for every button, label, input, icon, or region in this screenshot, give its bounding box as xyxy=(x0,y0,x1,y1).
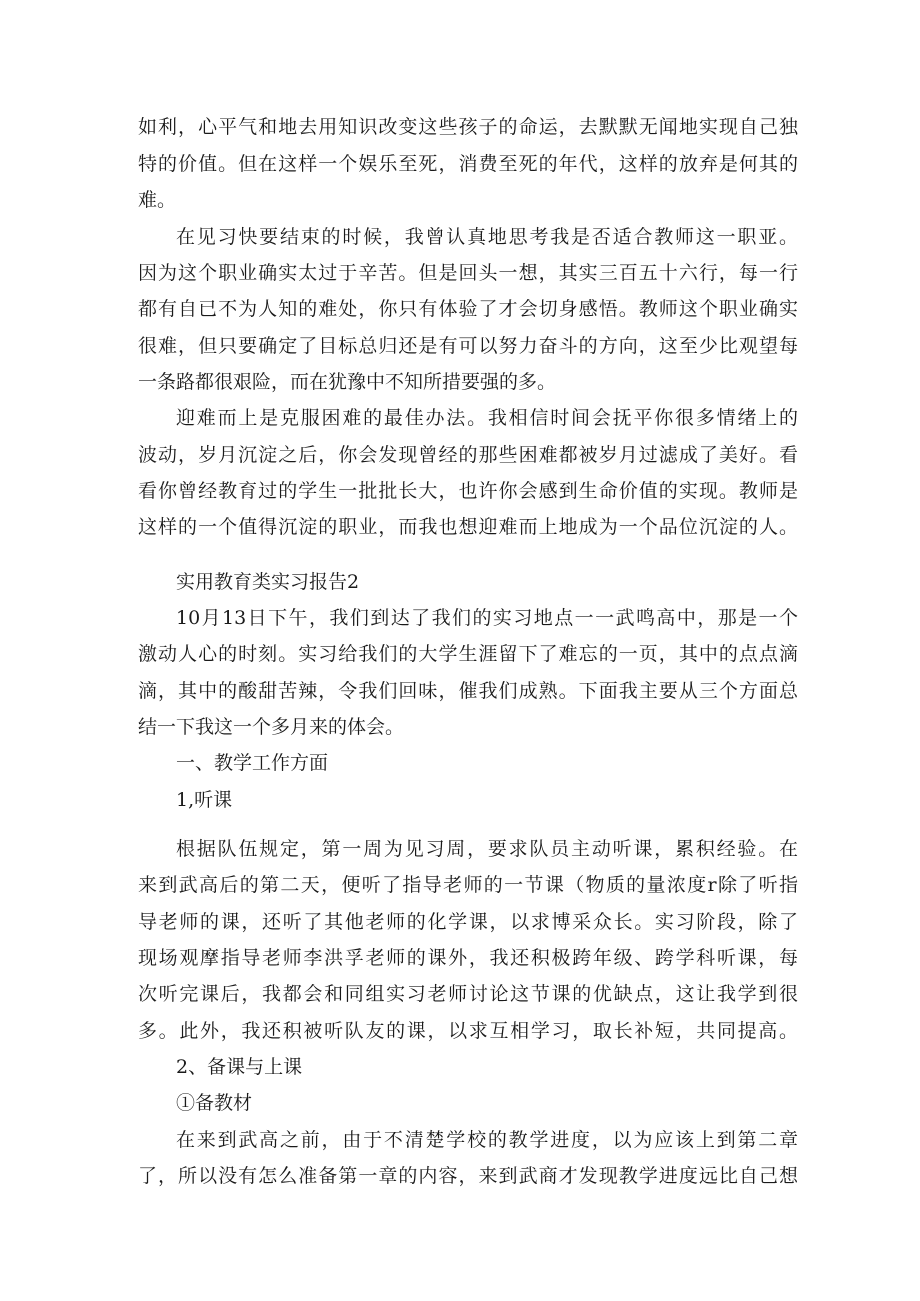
text-line: 看你曾经教育过的学生一批批长大，也许你会感到生命价值的实现。教师是 xyxy=(138,480,798,502)
subsection-title: 一、教学工作方面 xyxy=(176,752,329,774)
text-line: 波动，岁月沉淀之后，你会发现曾经的那些困难都被岁月过滤成了美好。看 xyxy=(138,444,798,466)
section-title: 实用教育类实习报告2 xyxy=(176,571,360,593)
text-line: 都有自已不为人知的难处，你只有体验了才会切身感悟。教师这个职业确实 xyxy=(138,298,798,320)
text-line: 在来到武高之前，由于不清楚学校的教学进度，以为应该上到第二章 xyxy=(176,1129,798,1151)
text-line: 特的价值。但在这样一个娱乐至死，消费至死的年代，这样的放弃是何其的 xyxy=(138,153,798,175)
text-line: 滴，其中的酸甜苦辣，令我们回味，催我们成熟。下面我主要从三个方面总 xyxy=(138,680,798,702)
text-line: 激动人心的时刻。实习给我们的大学生涯留下了难忘的一页，其中的点点滴 xyxy=(138,643,798,665)
text-line: 一条路都很艰险，而在犹豫中不知所措要强的多。 xyxy=(138,371,557,393)
subsection-title: ①备教材 xyxy=(176,1092,253,1114)
text-line: 在见习快要结束的时候，我曾认真地思考我是否适合教师这一职亚。 xyxy=(176,226,798,248)
text-line: 10月13日下午，我们到达了我们的实习地点一一武鸣高中，那是一个 xyxy=(176,607,798,629)
text-line: 现场观摩指导老师李洪孚老师的课外，我还积极跨年级、跨学科听课，每 xyxy=(138,947,798,969)
text-line: 多。此外，我还积被听队友的课，以求互相学习，取长补短，共同提高。 xyxy=(138,1020,798,1042)
text-line: 因为这个职业确实太过于辛苦。但是回头一想，其实三百五十六行，每一行 xyxy=(138,262,798,284)
text-line: 来到武高后的第二天，便听了指导老师的一节课（物质的量浓度r除了听指 xyxy=(138,874,798,896)
text-line: 导老师的课，还听了其他老师的化学课，以求博采众长。实习阶段，除了 xyxy=(138,911,798,933)
subsection-title: 2、备课与上课 xyxy=(176,1056,303,1078)
text-line: 次听完课后，我都会和同组实习老师讨论这节课的优缺点，这让我学到很 xyxy=(138,983,798,1005)
subsection-title: 1,听课 xyxy=(176,789,233,811)
text-line: 迎难而上是克服困难的最佳办法。我相信时间会抚平你很多情绪上的 xyxy=(176,407,798,429)
text-line: 很难，但只要确定了目标总归还是有可以努力奋斗的方向，这至少比观望每 xyxy=(138,335,798,357)
text-line: 根据队伍规定，第一周为见习周，要求队员主动听课，累积经验。在 xyxy=(176,838,798,860)
text-line: 难。 xyxy=(138,189,177,211)
text-line: 如利，心平气和地去用知识改变这些孩子的命运，去默默无闻地实现自己独 xyxy=(138,116,798,138)
text-line: 了，所以没有怎么准备第一章的内容，来到武商才发现教学进度远比自己想 xyxy=(138,1165,798,1187)
text-line: 结一下我这一个多月来的体会。 xyxy=(138,716,405,738)
text-line: 这样的一个值得沉淀的职业，而我也想迎难而上地成为一个品位沉淀的人。 xyxy=(138,516,798,538)
